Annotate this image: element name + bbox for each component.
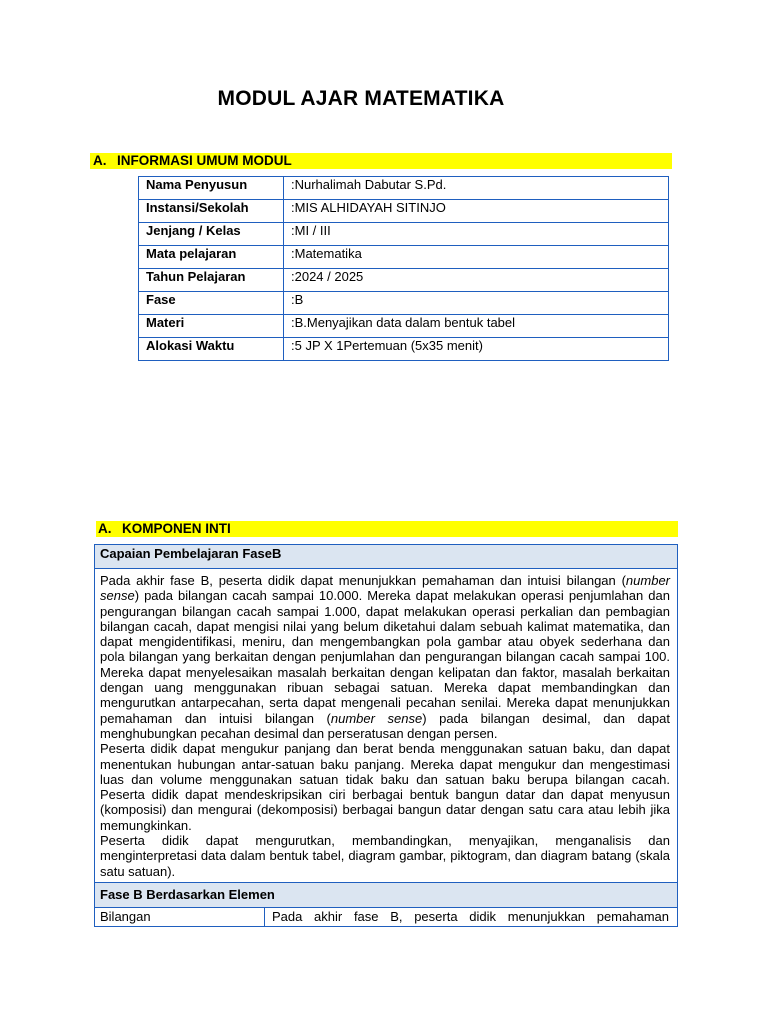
info-value: :Matematika bbox=[284, 246, 669, 269]
info-row bbox=[139, 338, 669, 361]
info-key: Mata pelajaran bbox=[139, 246, 284, 269]
section-number: A. bbox=[98, 521, 112, 536]
capaian-paragraph: Peserta didik dapat mengurutkan, membandingkan, menyajikan, menganalisis dan menginterpretasi data dalam bentuk tabel, diagram gambar, piktogram, dan diagram batang (skala satu satuan). bbox=[100, 833, 670, 879]
info-key: Tahun Pelajaran bbox=[139, 269, 284, 292]
info-row bbox=[139, 292, 669, 315]
capaian-paragraph bbox=[100, 573, 670, 741]
capaian-pembelajaran-table bbox=[94, 544, 678, 927]
elemen-name: Bilangan bbox=[95, 908, 265, 926]
section-heading-informasi-umum bbox=[90, 153, 672, 169]
info-value: :5 JP X 1Pertemuan (5x35 menit) bbox=[284, 338, 669, 361]
info-row bbox=[139, 223, 669, 246]
section-number: A. bbox=[93, 153, 107, 168]
info-row bbox=[139, 315, 669, 338]
info-key: Instansi/Sekolah bbox=[139, 200, 284, 223]
elemen-row bbox=[95, 908, 677, 926]
info-key: Fase bbox=[139, 292, 284, 315]
capaian-header: Capaian Pembelajaran FaseB bbox=[95, 545, 677, 569]
info-row bbox=[139, 177, 669, 200]
info-key: Nama Penyusun bbox=[139, 177, 284, 200]
info-table bbox=[138, 176, 669, 361]
info-row bbox=[139, 200, 669, 223]
text-run: ) pada bilangan cacah sampai 10.000. Mereka dapat melakukan operasi penjumlahan dan pengurangan bilangan cacah sampai 1.000, dapat melakukan operasi perkalian dan pembagian bilangan cacah, dapat mengisi nilai yang belum diketahui dalam sebuah kalimat matematika, dan dapat mengidentifikasi, meniru, dan mengembangkan pola gambar atau obyek sederhana dan pola bilangan yang berkaitan dengan penjumlahan dan pengurangan bilangan cacah sampai 100. Mereka dapat menyelesaikan masalah berkaitan dengan kelipatan dan faktor, masalah berkaitan dengan uang menggunakan ribuan sebagai satuan. Mereka dapat membandingkan dan mengurutkan antarpecahan, serta dapat mengenali pecahan senilai. Mereka dapat menunjukkan pemahaman dan intuisi bilangan ( bbox=[100, 588, 670, 726]
italic-term: number sense bbox=[330, 710, 423, 726]
info-value: :B.Menyajikan data dalam bentuk tabel bbox=[284, 315, 669, 338]
info-value: :MIS ALHIDAYAH SITINJO bbox=[284, 200, 669, 223]
info-row bbox=[139, 246, 669, 269]
capaian-paragraph: Peserta didik dapat mengukur panjang dan berat benda menggunakan satuan baku, dan dapat menentukan hubungan antar-satuan baku panjang. Mereka dapat mengukur dan mengestimasi luas dan volume menggunakan satuan tidak baku dan satuan baku berupa bilangan cacah. Peserta didik dapat mendeskripsikan ciri berbagai bentuk bangun datar dan dapat menyusun (komposisi) dan mengurai (dekomposisi) berbagai bangun datar dengan satu cara atau lebih jika memungkinkan. bbox=[100, 741, 670, 833]
page-title: MODUL AJAR MATEMATIKA bbox=[217, 87, 505, 110]
italic-term: number sense bbox=[100, 573, 670, 604]
elemen-header: Fase B Berdasarkan Elemen bbox=[95, 882, 677, 908]
info-key: Jenjang / Kelas bbox=[139, 223, 284, 246]
info-key: Materi bbox=[139, 315, 284, 338]
section-heading-komponen-inti bbox=[96, 521, 678, 537]
elemen-capaian: Pada akhir fase B, peserta didik menunjukkan pemahaman bbox=[272, 908, 669, 924]
info-key: Alokasi Waktu bbox=[139, 338, 284, 361]
info-value: :B bbox=[284, 292, 669, 315]
info-row bbox=[139, 269, 669, 292]
text-run: Pada akhir fase B, peserta didik dapat menunjukkan pemahaman dan intuisi bilangan ( bbox=[100, 573, 626, 588]
info-value: :2024 / 2025 bbox=[284, 269, 669, 292]
capaian-body bbox=[95, 569, 677, 882]
section-title: KOMPONEN INTI bbox=[122, 521, 231, 536]
info-value: :Nurhalimah Dabutar S.Pd. bbox=[284, 177, 669, 200]
section-title: INFORMASI UMUM MODUL bbox=[117, 153, 292, 168]
info-value: :MI / III bbox=[284, 223, 669, 246]
text-run: ) pada bilangan desimal, dan dapat menghubungkan pecahan desimal dan perseratusan dengan persen. bbox=[100, 710, 670, 741]
